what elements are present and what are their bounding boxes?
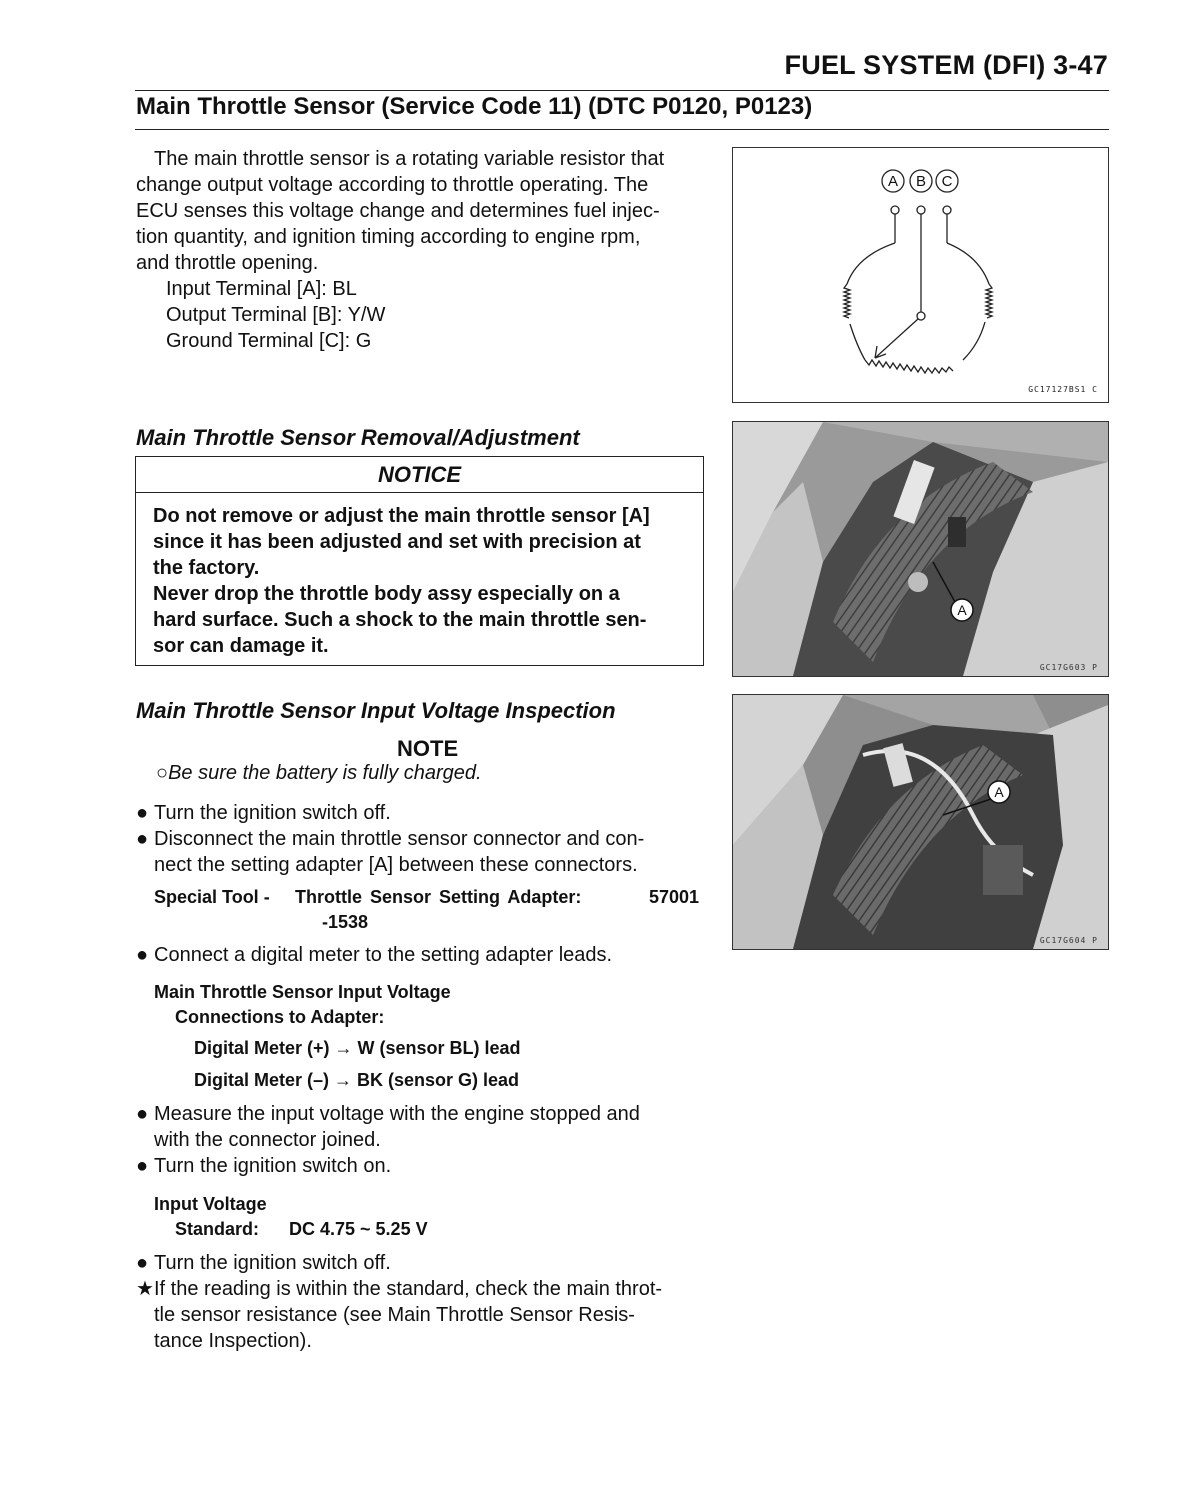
notice-box <box>135 456 704 666</box>
schematic-label-a: A <box>887 173 899 190</box>
spec-connection-minus: Digital Meter (–) → BK (sensor G) lead <box>194 1070 520 1090</box>
bullet-icon: ● <box>136 1103 149 1125</box>
spec2-label: Standard: <box>175 1219 260 1239</box>
note-heading: NOTE <box>397 736 459 761</box>
intro-paragraph <box>136 146 704 276</box>
special-tool-number-cont: -1538 <box>322 912 369 932</box>
notice-line: sor can damage it. <box>153 635 329 657</box>
special-tool-number: 57001 <box>649 887 700 907</box>
section-rule <box>135 129 1109 130</box>
schematic-label-c: C <box>941 173 953 190</box>
intro-line: change output voltage according to throttle operating. The <box>136 174 649 196</box>
setting-adapter-photo <box>732 694 1109 950</box>
photo-illustration <box>733 422 1108 676</box>
step-text: with the connector joined. <box>154 1129 381 1151</box>
photo-illustration <box>733 695 1108 949</box>
throttle-sensor-photo <box>732 421 1109 677</box>
terminal-input: Input Terminal [A]: BL <box>166 278 357 300</box>
photo2-label-a: A <box>994 784 1004 800</box>
notice-heading: NOTICE <box>136 457 703 493</box>
bullet-icon: ● <box>136 828 149 850</box>
step-text: Connect a digital meter to the setting adapter leads. <box>154 944 613 966</box>
notice-line: the factory. <box>153 557 260 579</box>
inspection-subhead: Main Throttle Sensor Input Voltage Inspection <box>136 698 616 723</box>
step-text: Turn the ignition switch off. <box>154 1252 391 1274</box>
variable-resistor-diagram <box>733 148 1108 402</box>
step-item <box>136 1101 704 1153</box>
notice-line: hard surface. Such a shock to the main throttle sen- <box>153 609 647 631</box>
step-text: Disconnect the main throttle sensor connector and con- <box>154 828 645 850</box>
figure1-code: GC17127BS1 C <box>1028 385 1098 394</box>
page-header-title: FUEL SYSTEM (DFI) 3-47 <box>784 50 1108 80</box>
intro-line: The main throttle sensor is a rotating variable resistor that <box>154 148 665 170</box>
header-rule <box>135 90 1109 91</box>
step-item <box>136 800 704 826</box>
removal-subhead: Main Throttle Sensor Removal/Adjustment <box>136 425 580 450</box>
step-text: If the reading is within the standard, check the main throt- <box>154 1278 663 1300</box>
special-tool-name: Throttle Sensor Setting Adapter: <box>295 887 582 907</box>
spec-subtitle: Connections to Adapter: <box>175 1007 385 1027</box>
sensor-schematic-figure <box>732 147 1109 403</box>
notice-body <box>136 493 703 659</box>
figure3-code: GC17G604 P <box>1039 936 1098 945</box>
star-icon: ★ <box>136 1278 154 1300</box>
terminal-list <box>166 276 385 354</box>
step-item <box>136 1153 704 1179</box>
spec2-title: Input Voltage <box>154 1194 267 1214</box>
intro-line: and throttle opening. <box>136 252 319 274</box>
step-item <box>136 942 704 968</box>
step-text: Turn the ignition switch off. <box>154 802 391 824</box>
notice-line: Do not remove or adjust the main throttle sensor [A] <box>153 505 650 527</box>
spec-title: Main Throttle Sensor Input Voltage <box>154 982 451 1002</box>
notice-line: since it has been adjusted and set with precision at <box>153 531 641 553</box>
intro-line: tion quantity, and ignition timing according to engine rpm, <box>136 226 641 248</box>
bullet-icon: ● <box>136 944 149 966</box>
figure2-code: GC17G603 P <box>1039 663 1098 672</box>
spec-connection-plus: Digital Meter (+) → W (sensor BL) lead <box>194 1038 521 1058</box>
schematic-label-b: B <box>915 173 927 190</box>
special-tool-label: Special Tool - <box>154 887 270 907</box>
bullet-icon: ● <box>136 802 149 824</box>
step-item <box>136 1276 704 1354</box>
bullet-icon: ● <box>136 1155 149 1177</box>
section-title: Main Throttle Sensor (Service Code 11) (DTC P0120, P0123) <box>136 93 813 120</box>
step-text: Measure the input voltage with the engine stopped and <box>154 1103 640 1125</box>
step-text: nect the setting adapter [A] between these connectors. <box>154 854 638 876</box>
photo1-label-a: A <box>957 602 967 618</box>
terminal-output: Output Terminal [B]: Y/W <box>166 304 386 326</box>
spec2-value: DC 4.75 ~ 5.25 V <box>289 1219 428 1239</box>
step-item <box>136 1250 704 1276</box>
note-text: ○Be sure the battery is fully charged. <box>156 762 482 784</box>
bullet-icon: ● <box>136 1252 149 1274</box>
intro-line: ECU senses this voltage change and determines fuel injec- <box>136 200 660 222</box>
step-text: tle sensor resistance (see Main Throttle Sensor Resis- <box>154 1304 635 1326</box>
step-text: tance Inspection). <box>154 1330 312 1352</box>
notice-line: Never drop the throttle body assy especially on a <box>153 583 620 605</box>
step-item <box>136 826 704 878</box>
terminal-ground: Ground Terminal [C]: G <box>166 330 372 352</box>
step-text: Turn the ignition switch on. <box>154 1155 392 1177</box>
